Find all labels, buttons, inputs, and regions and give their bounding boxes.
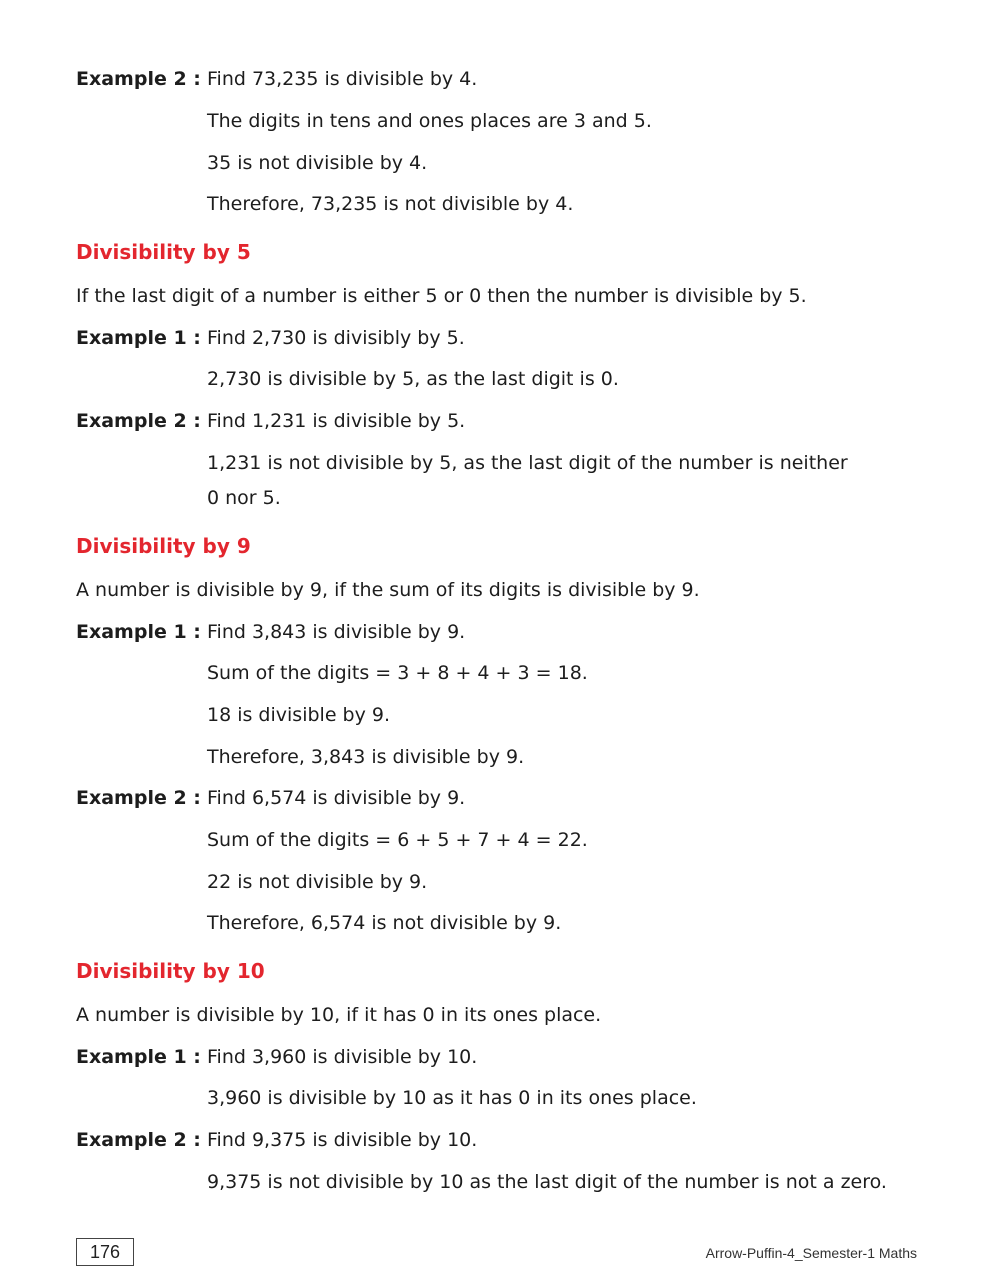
example-line xyxy=(76,785,465,811)
example-line xyxy=(76,408,465,434)
solution-line: 18 is divisible by 9. xyxy=(207,704,391,726)
example-question: Find 2,730 is divisibly by 5. xyxy=(207,327,465,349)
solution-line: Sum of the digits = 6 + 5 + 7 + 4 = 22. xyxy=(207,829,588,851)
solution-line: Therefore, 73,235 is not divisible by 4. xyxy=(207,193,574,215)
example-label: Example 1 : xyxy=(76,1046,201,1068)
solution-line: Therefore, 6,574 is not divisible by 9. xyxy=(207,912,562,934)
section-heading: Divisibility by 10 xyxy=(76,959,265,983)
example-label: Example 1 : xyxy=(76,327,201,349)
example-line xyxy=(76,619,465,645)
solution-line: 2,730 is divisible by 5, as the last digit is 0. xyxy=(207,368,619,390)
book-title-footer: Arrow-Puffin-4_Semester-1 Maths xyxy=(705,1245,917,1261)
example-question: Find 73,235 is divisible by 4. xyxy=(207,68,478,90)
solution-line: 9,375 is not divisible by 10 as the last digit of the number is not a zero. xyxy=(207,1171,887,1193)
page-number: 176 xyxy=(76,1238,134,1266)
example-question: Find 9,375 is divisible by 10. xyxy=(207,1129,478,1151)
solution-line: 3,960 is divisible by 10 as it has 0 in its ones place. xyxy=(207,1087,697,1109)
rule-text: A number is divisible by 10, if it has 0 in its ones place. xyxy=(76,1004,602,1026)
example-line xyxy=(76,1044,477,1070)
example-line xyxy=(76,325,465,351)
example-label: Example 2 : xyxy=(76,68,201,90)
example-line xyxy=(76,66,477,92)
example-label: Example 2 : xyxy=(76,787,201,809)
section-heading: Divisibility by 9 xyxy=(76,534,251,558)
solution-line: 22 is not divisible by 9. xyxy=(207,871,428,893)
solution-line: 0 nor 5. xyxy=(207,487,281,509)
example-question: Find 6,574 is divisible by 9. xyxy=(207,787,466,809)
example-line xyxy=(76,1127,477,1153)
example-label: Example 2 : xyxy=(76,1129,201,1151)
example-question: Find 3,843 is divisible by 9. xyxy=(207,621,466,643)
example-question: Find 1,231 is divisible by 5. xyxy=(207,410,466,432)
solution-line: Sum of the digits = 3 + 8 + 4 + 3 = 18. xyxy=(207,662,588,684)
example-label: Example 2 : xyxy=(76,410,201,432)
rule-text: If the last digit of a number is either 5 or 0 then the number is divisible by 5. xyxy=(76,285,807,307)
solution-line: Therefore, 3,843 is divisible by 9. xyxy=(207,746,525,768)
rule-text: A number is divisible by 9, if the sum of its digits is divisible by 9. xyxy=(76,579,700,601)
solution-line: 1,231 is not divisible by 5, as the last digit of the number is neither xyxy=(207,452,848,474)
example-question: Find 3,960 is divisible by 10. xyxy=(207,1046,478,1068)
section-heading: Divisibility by 5 xyxy=(76,240,251,264)
solution-line: The digits in tens and ones places are 3 and 5. xyxy=(207,110,652,132)
example-label: Example 1 : xyxy=(76,621,201,643)
solution-line: 35 is not divisible by 4. xyxy=(207,152,428,174)
